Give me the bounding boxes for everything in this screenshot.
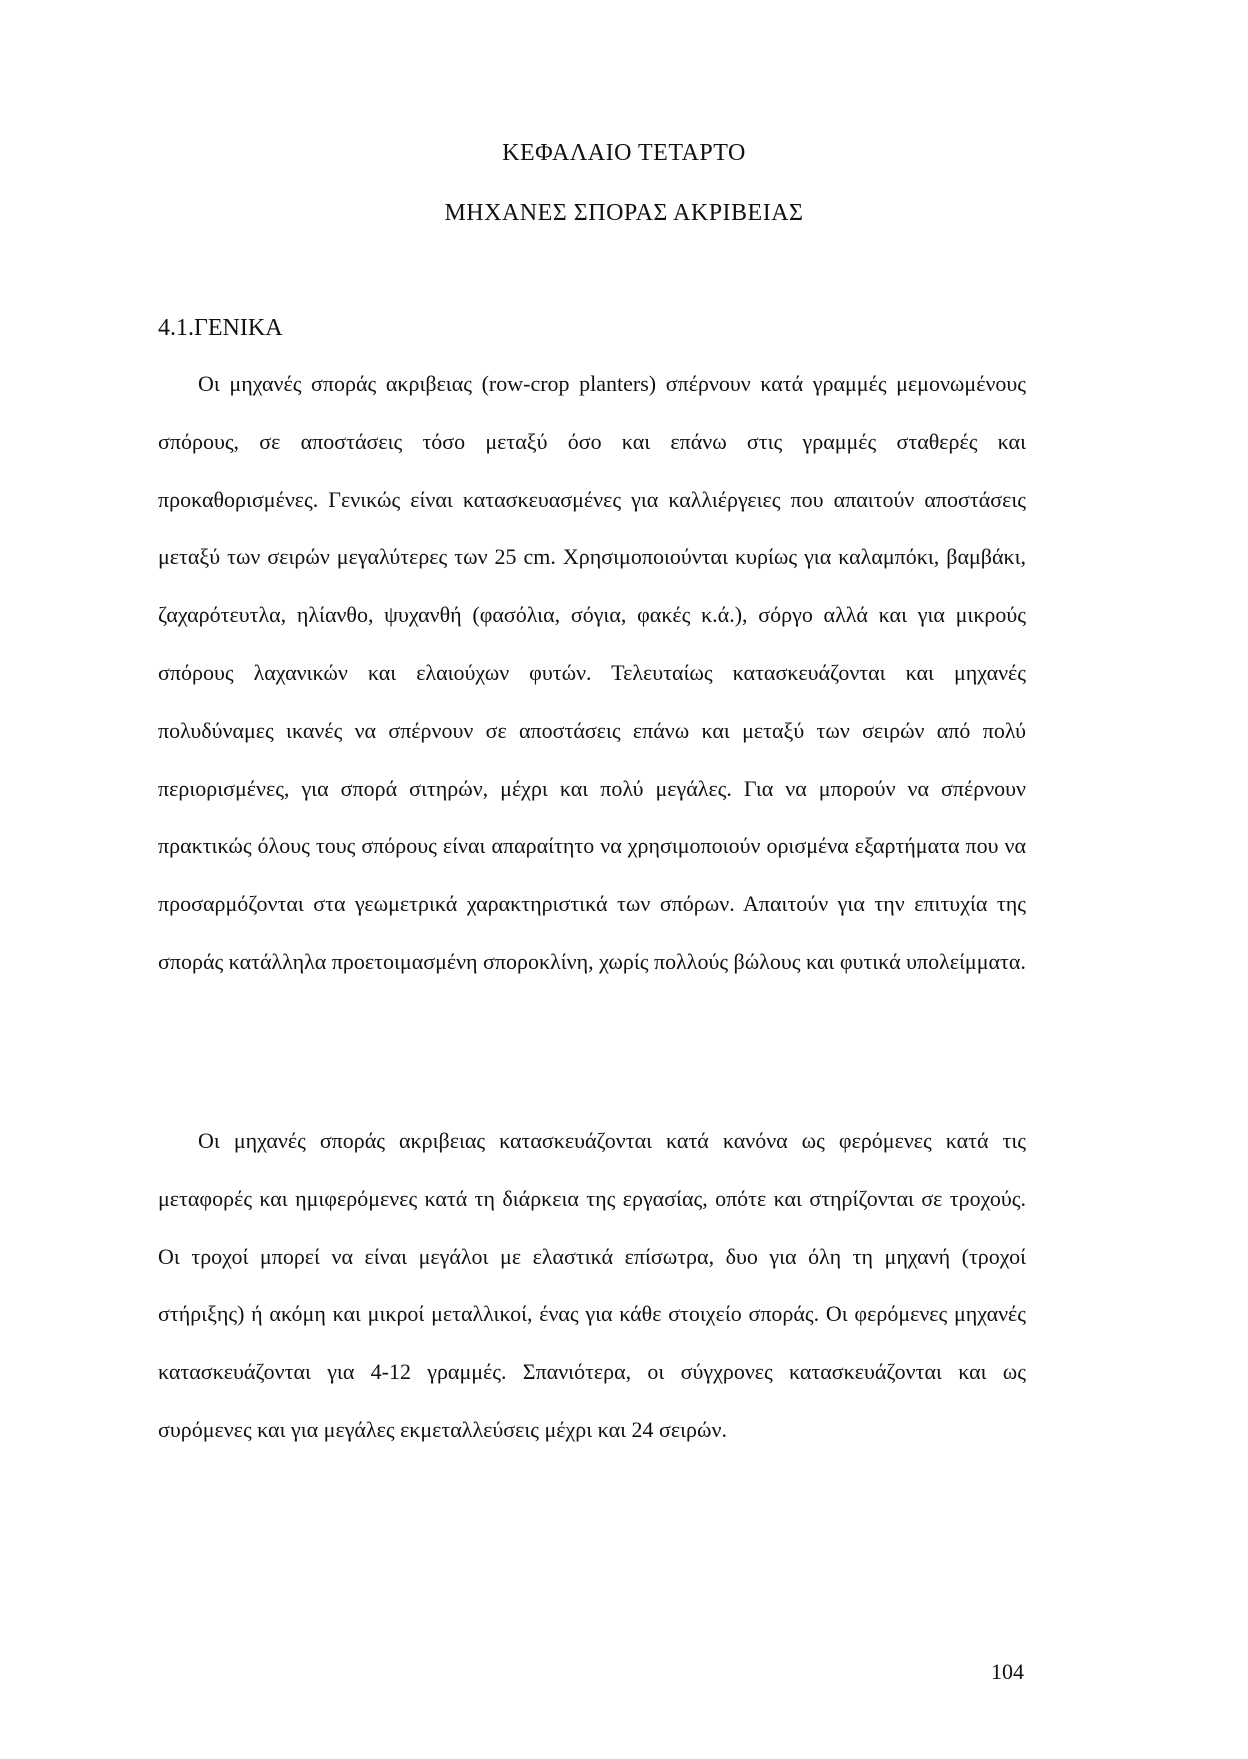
chapter-title: ΚΕΦΑΛΑΙΟ ΤΕΤΑΡΤΟ [502,140,746,166]
paragraph-1: Οι μηχανές σποράς ακριβειας (row-crop planters) σπέρνουν κατά γραμμές μεμονωμένους σπόρους, σε αποστάσεις τόσο μεταξύ όσο και επάνω στις γραμμές σταθερές και προκαθορισμένες. Γενικώς είναι κατασκευασμένες για καλλιέργειες που απαιτούν αποστάσεις μεταξύ των σειρών μεγαλύτερες των 25 cm. Χρησιμοποιούνται κυρίως για καλαμπόκι, βαμβάκι, ζαχαρότευτλα, ηλίανθο, ψυχανθή (φασόλια, σόγια, φακές κ.ά.), σόργο αλλά και για μικρούς σπόρους λαχανικών και ελαιούχων φυτών. Τελευταίως κατασκευάζονται και μηχανές πολυδύναμες ικανές να σπέρνουν σε αποστάσεις επάνω και μεταξύ των σειρών από πολύ περιορισμένες, για σπορά σιτηρών, μέχρι και πολύ μεγάλες. Για να μπορούν να σπέρνουν πρακτικώς όλους τους σπόρους είναι απαραίτητο να χρησιμοποιούν ορισμένα εξαρτήματα που να προσαρμόζονται στα γεωμετρικά χαρακτηριστικά των σπόρων. Απαιτούν για την επιτυχία της σποράς κατάλληλα προετοιμασμένη σποροκλίνη, χωρίς πολλούς βώλους και φυτικά υπολείμματα. [158,371,1026,974]
page-number: 104 [991,1659,1024,1684]
section-heading: 4.1.ΓΕΝΙΚΑ [158,315,283,341]
paragraph-2: Οι μηχανές σποράς ακριβειας κατασκευάζονται κατά κανόνα ως φερόμενες κατά τις μεταφορές και ημιφερόμενες κατά τη διάρκεια της εργασίας, οπότε και στηρίζονται σε τροχούς. Οι τροχοί μπορεί να είναι μεγάλοι με ελαστικά επίσωτρα, δυο για όλη τη μηχανή (τροχοί στήριξης) ή ακόμη και μικροί μεταλλικοί, ένας για κάθε στοιχείο σποράς. Οι φερόμενες μηχανές κατασκευάζονται για 4-12 γραμμές. Σπανιότερα, οι σύγχρονες κατασκευάζονται και ως συρόμενες και για μεγάλες εκμεταλλεύσεις μέχρι και 24 σειρών. [158,1128,1026,1442]
chapter-subtitle: ΜΗΧΑΝΕΣ ΣΠΟΡΑΣ ΑΚΡΙΒΕΙΑΣ [444,200,804,226]
